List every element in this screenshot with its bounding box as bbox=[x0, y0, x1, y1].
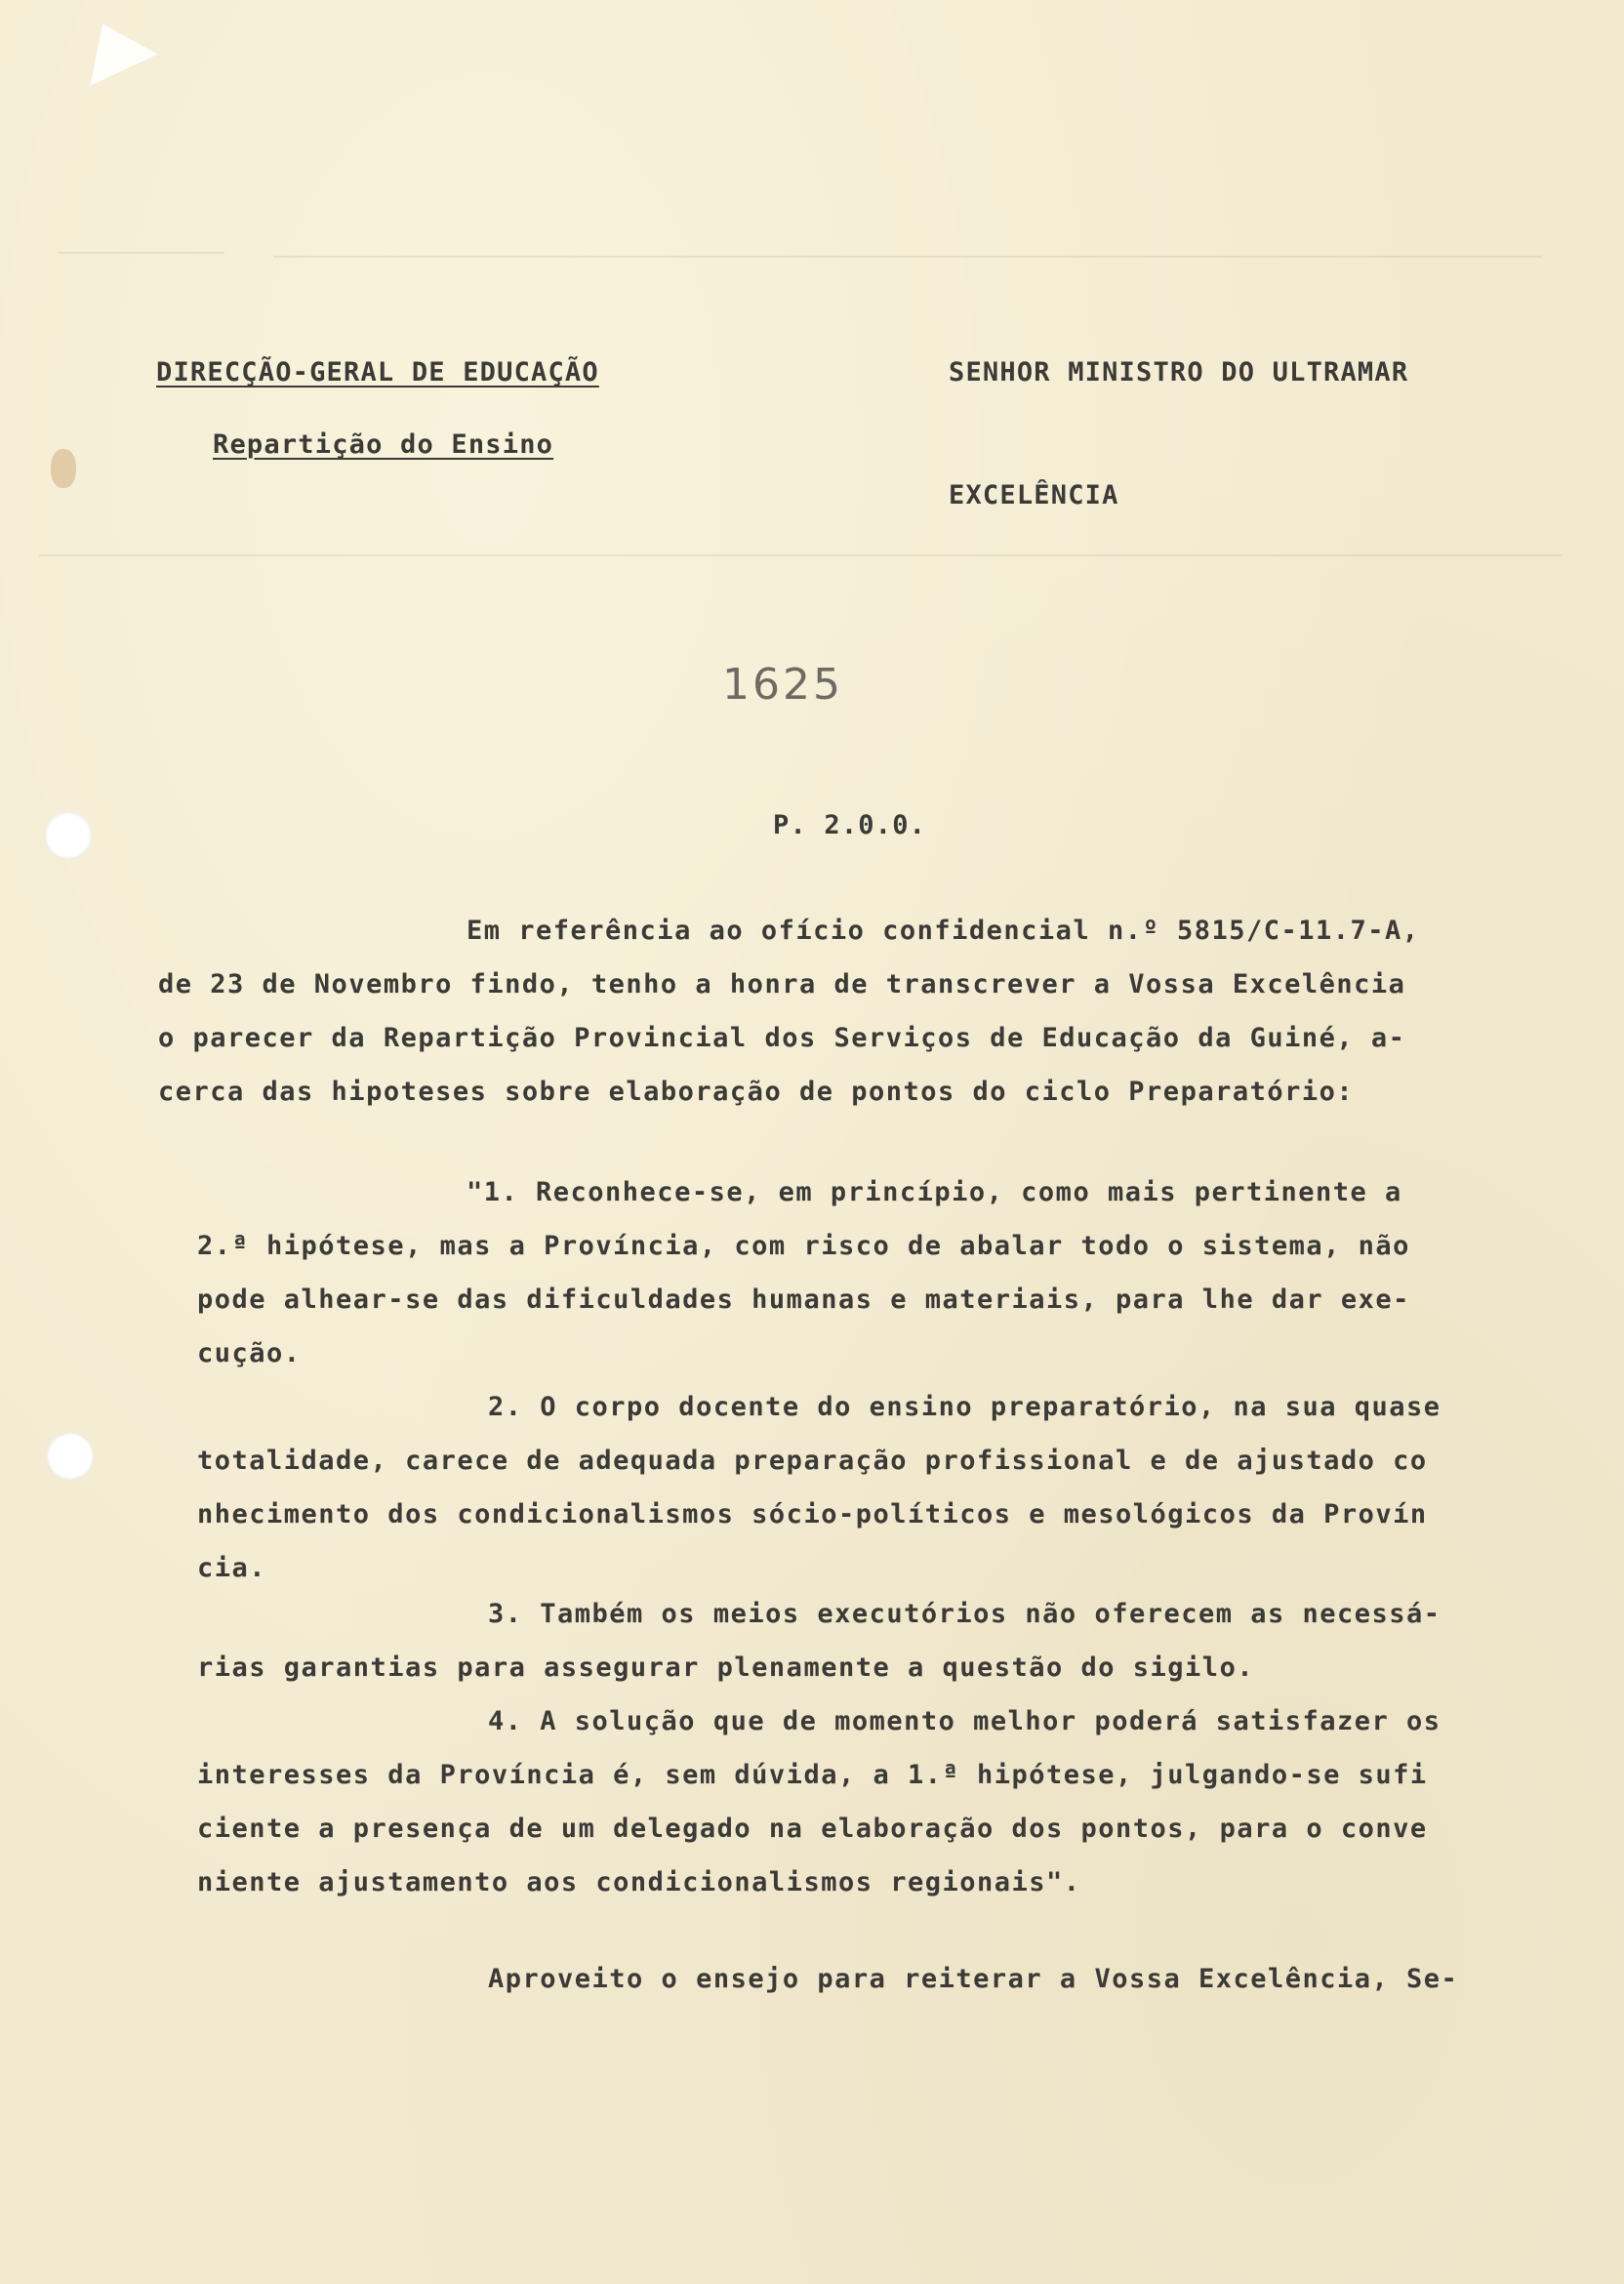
quote-line: ciente a presença de um delegado na elaboração dos pontos, para o conve bbox=[197, 1814, 1428, 1844]
punch-hole bbox=[45, 812, 92, 859]
quote-line: cia. bbox=[197, 1553, 267, 1583]
addressee-title: SENHOR MINISTRO DO ULTRAMAR bbox=[949, 357, 1409, 387]
quote-line: pode alhear-se das dificuldades humanas e materiais, para lhe dar exe- bbox=[197, 1285, 1410, 1315]
crease-mark bbox=[59, 252, 224, 254]
quote-line: 2. O corpo docente do ensino preparatório, na sua quase bbox=[488, 1392, 1441, 1422]
document-number: 1625 bbox=[722, 660, 843, 710]
intro-line: de 23 de Novembro findo, tenho a honra de transcrever a Vossa Excelência bbox=[158, 969, 1406, 999]
quote-line: nhecimento dos condicionalismos sócio-políticos e mesológicos da Provín bbox=[197, 1499, 1428, 1529]
quote-line: 4. A solução que de momento melhor poderá satisfazer os bbox=[488, 1706, 1441, 1736]
intro-line: o parecer da Repartição Provincial dos Serviços de Educação da Guiné, a- bbox=[158, 1023, 1406, 1053]
crease-mark bbox=[273, 256, 1542, 258]
quote-line: 3. Também os meios executórios não oferecem as necessá- bbox=[488, 1599, 1441, 1629]
reference-code: P. 2.0.0. bbox=[773, 810, 927, 840]
quote-line: cução. bbox=[197, 1338, 302, 1368]
department-subtitle: Repartição do Ensino bbox=[213, 429, 554, 460]
quote-line: niente ajustamento aos condicionalismos regionais". bbox=[197, 1867, 1081, 1897]
quote-line: rias garantias para assegurar plenamente a questão do sigilo. bbox=[197, 1652, 1255, 1683]
paper-stain bbox=[51, 449, 76, 488]
intro-line: cerca das hipoteses sobre elaboração de pontos do ciclo Preparatório: bbox=[158, 1077, 1355, 1107]
quote-line: "1. Reconhece-se, em princípio, como mais pertinente a bbox=[467, 1177, 1402, 1207]
closing-line: Aproveito o ensejo para reiterar a Vossa Excelência, Se- bbox=[488, 1964, 1459, 1994]
crease-mark bbox=[39, 554, 1562, 556]
quote-line: totalidade, carece de adequada preparação profissional e de ajustado co bbox=[197, 1446, 1428, 1476]
quote-line: 2.ª hipótese, mas a Província, com risco de abalar todo o sistema, não bbox=[197, 1231, 1410, 1261]
addressee-salutation: EXCELÊNCIA bbox=[949, 480, 1119, 510]
punch-hole bbox=[47, 1433, 94, 1480]
department-title: DIRECÇÃO-GERAL DE EDUCAÇÃO bbox=[156, 357, 599, 387]
quote-line: interesses da Província é, sem dúvida, a 1.ª hipótese, julgando-se sufi bbox=[197, 1760, 1428, 1790]
intro-line: Em referência ao ofício confidencial n.º 5815/C-11.7-A, bbox=[467, 916, 1420, 946]
